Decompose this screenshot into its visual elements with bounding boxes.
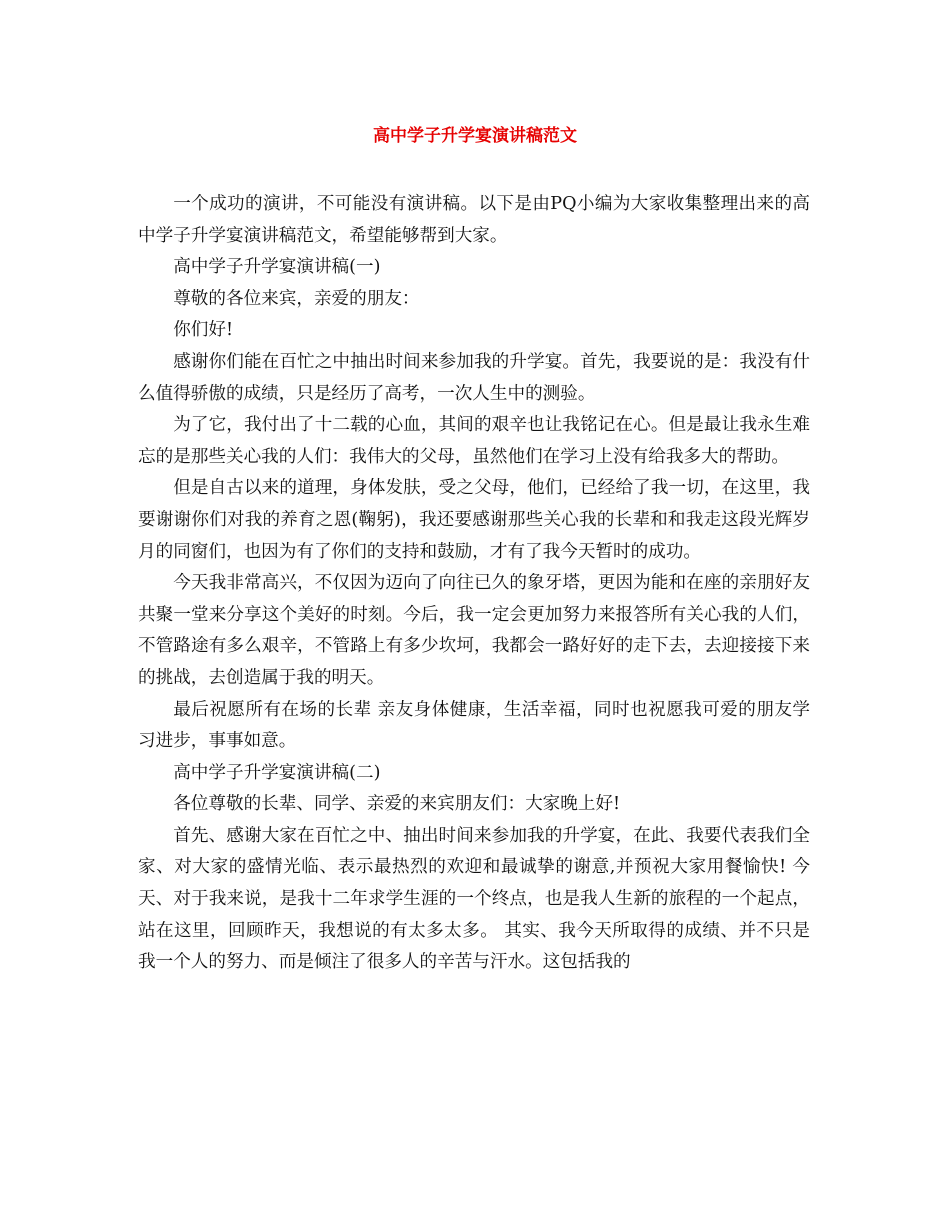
document-title: 高中学子升学宴演讲稿范文 [373,126,577,146]
paragraph-intro: 一个成功的演讲，不可能没有演讲稿。以下是由PQ小编为大家收集整理出来的高中学子升学宴演讲稿范文，希望能够帮到大家。 [138,194,810,246]
paragraph: 最后祝愿所有在场的长辈 亲友身体健康，生活幸福，同时也祝愿我可爱的朋友学习进步，事事如意。 [138,699,810,752]
document-body [138,189,810,979]
section-heading-1: 高中学子升学宴演讲稿(一) [173,257,381,278]
paragraph: 为了它，我付出了十二载的心血，其间的艰辛也让我铭记在心。但是最让我永生难忘的是那些关心我的人们：我伟大的父母，虽然他们在学习上没有给我多大的帮助。 [138,415,810,467]
paragraph: 但是自古以来的道理，身体发肤，受之父母，他们，已经给了我一切，在这里，我要谢谢你们对我的养育之恩(鞠躬)，我还要感谢那些关心我的长辈和和我走这段光辉岁月的同窗们，也因为有了你们的支持和鼓励，才有了我今天暂时的成功。 [138,478,810,562]
paragraph: 首先、感谢大家在百忙之中、抽出时间来参加我的升学宴，在此、我要代表我们全家、对大家的盛情光临、表示最热烈的欢迎和最诚挚的谢意,并预祝大家用餐愉快! 今天、对于我来说，是我十二年求学生涯的一个终点，也是我人生新的旅程的一个起点，站在这里，回顾昨天，我想说的有太多太多。 其实、我今天所取得的成绩、并不只是我一个人的努力、而是倾注了很多人的辛苦与汗水。这包括我的 [138,825,810,973]
section-heading-2: 高中学子升学宴演讲稿(二) [173,762,381,783]
greeting-1: 你们好! [173,320,234,341]
paragraph: 感谢你们能在百忙之中抽出时间来参加我的升学宴。首先，我要说的是：我没有什么值得骄傲的成绩，只是经历了高考，一次人生中的测验。 [138,351,810,404]
salutation-1: 尊敬的各位来宾，亲爱的朋友： [173,288,420,309]
salutation-2: 各位尊敬的长辈、同学、亲爱的来宾朋友们：大家晚上好! [173,794,621,815]
paragraph: 今天我非常高兴，不仅因为迈向了向往已久的象牙塔，更因为能和在座的亲朋好友共聚一堂来分享这个美好的时刻。今后，我一定会更加努力来报答所有关心我的人们，不管路途有多么艰辛，不管路上有多少坎坷，我都会一路好好的走下去，去迎接接下来的挑战，去创造属于我的明天。 [138,573,810,688]
